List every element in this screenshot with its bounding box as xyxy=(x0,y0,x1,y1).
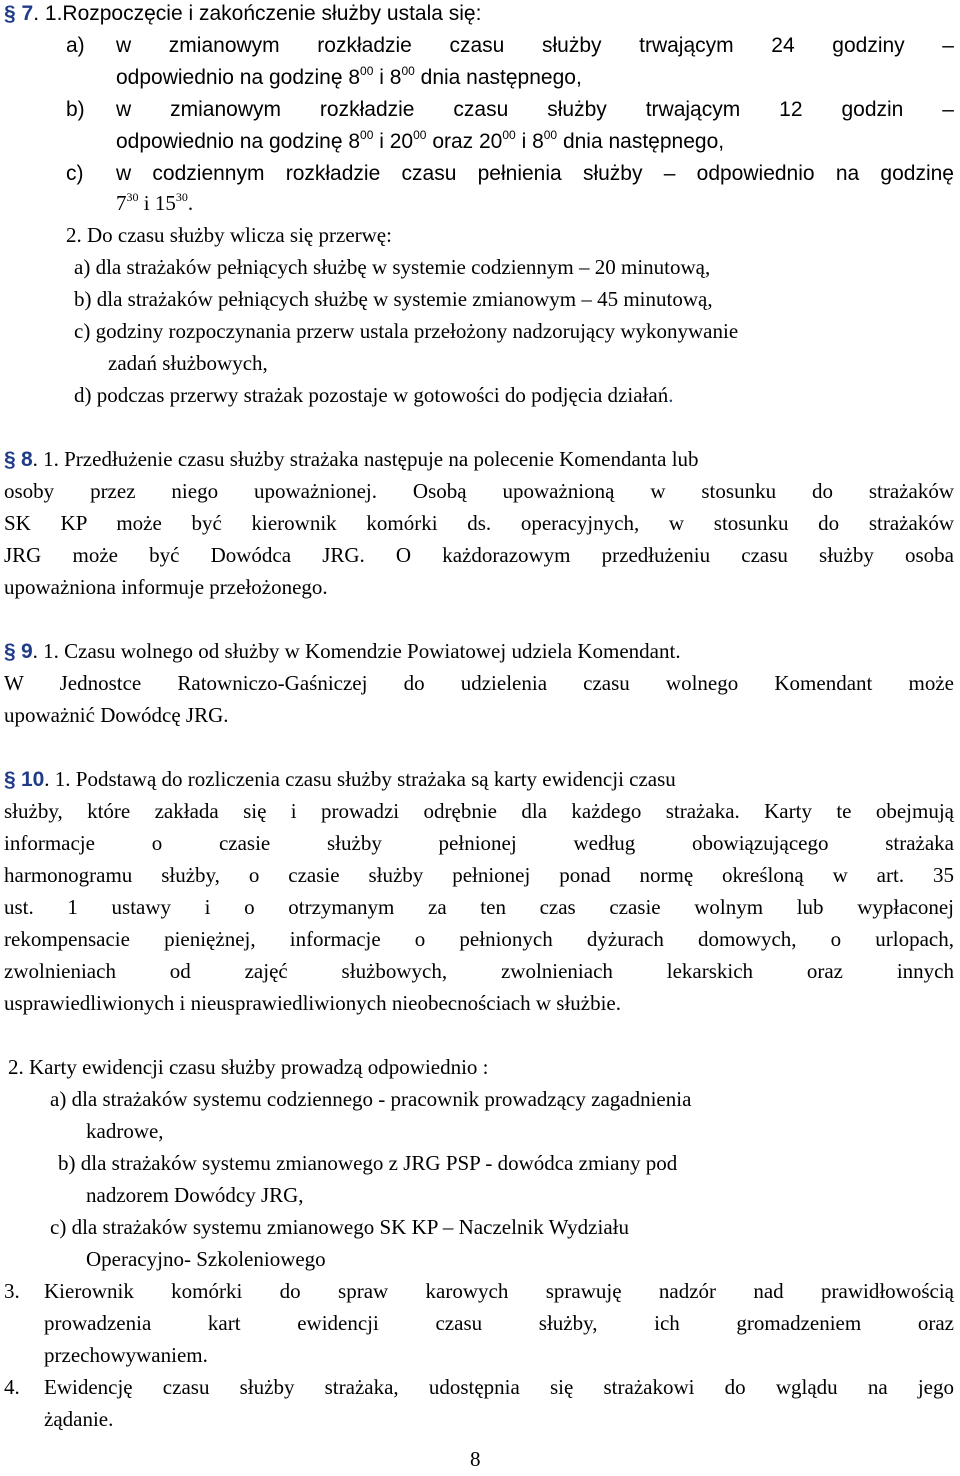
section-10-paragraph-2-heading: 2. Karty ewidencji czasu służby prowadzą odpowiednio : xyxy=(8,1055,489,1079)
section-10-line4: harmonogramu służby, o czasie służby pełnionej ponad normę określoną w art. 35 xyxy=(4,863,954,887)
paragraph-2-item-d: d) podczas przerwy strażak pozostaje w gotowości do podjęcia działań. xyxy=(74,383,674,407)
section-sign: § xyxy=(4,448,16,471)
list-item-b-line2: odpowiednio na godzinę $8^{00}$ i $20^{00}$ oraz $20^{00}$ i $8^{00}$ dnia następnego, xyxy=(116,128,725,153)
section-10-line8: usprawiedliwionych i nieusprawiedliwionych nieobecnościach w służbie. xyxy=(4,991,621,1015)
section-10-line1: § 10. 1. Podstawą do rozliczenia czasu służby strażaka są karty ewidencji czasu xyxy=(4,767,676,791)
list-item-c-line1: w codziennym rozkładzie czasu pełnienia służby – odpowiednio na godzinę xyxy=(116,162,954,185)
section-8-line5: upoważniona informuje przełożonego. xyxy=(4,575,328,599)
paragraph-2-item-c-line2: zadań służbowych, xyxy=(108,351,268,375)
section-10-line7: zwolnieniach od zajęć służbowych, zwolnieniach lekarskich oraz innych xyxy=(4,959,954,983)
section-10-item-c-line2: Operacyjno- Szkoleniowego xyxy=(86,1247,326,1271)
section-7-intro: . 1.Rozpoczęcie i zakończenie służby ustala się: xyxy=(33,2,482,25)
section-sign: § xyxy=(4,640,16,663)
section-10-point-3-line1: Kierownik komórki do spraw karowych sprawuję nadzór nad prawidłowością xyxy=(44,1279,954,1303)
list-item-a-line1: w zmianowym rozkładzie czasu służby trwającym 24 godziny – xyxy=(116,34,954,57)
section-number: 7 xyxy=(21,2,34,25)
list-marker: b) xyxy=(66,98,85,121)
section-10-line2: służby, które zakłada się i prowadzi odrębnie dla każdego strażaka. Karty te obejmują xyxy=(4,799,954,823)
list-item-a-line2: odpowiednio na godzinę $8^{00}$ i $8^{00}$ dnia następnego, xyxy=(116,64,582,89)
section-10-item-b-line1: b) dla strażaków systemu zmianowego z JRG PSP - dowódca zmiany pod xyxy=(58,1151,678,1175)
section-8-line2: osoby przez niego upoważnionej. Osobą upoważnioną w stosunku do strażaków xyxy=(4,479,954,503)
paragraph-2-heading: 2. Do czasu służby wlicza się przerwę: xyxy=(66,223,392,247)
section-10-line5: ust. 1 ustawy i o otrzymanym za ten czas czasie wolnym lub wypłaconej xyxy=(4,895,954,919)
section-10-point-4-line1: Ewidencję czasu służby strażaka, udostępnia się strażakowi do wglądu na jego xyxy=(44,1375,954,1399)
section-9-line2: W Jednostce Ratowniczo-Gaśniczej do udzielenia czasu wolnego Komendant może xyxy=(4,671,954,695)
section-number: 9 xyxy=(20,640,33,663)
paragraph-2-item-c-line1: c) godziny rozpoczynania przerw ustala przełożony nadzorujący wykonywanie xyxy=(74,319,739,343)
section-number: 10 xyxy=(20,768,45,791)
list-number: 4. xyxy=(4,1375,20,1399)
paragraph-2-item-a: a) dla strażaków pełniących służbę w systemie codziennym – 20 minutową, xyxy=(74,255,711,279)
section-number: 8 xyxy=(20,448,33,471)
section-sign: § xyxy=(4,768,16,791)
paragraph-2-item-b: b) dla strażaków pełniących służbę w systemie zmianowym – 45 minutową, xyxy=(74,287,713,311)
section-10-point-3-line2: prowadzenia kart ewidencji czasu służby, ich gromadzeniem oraz xyxy=(44,1311,954,1335)
section-sign: § xyxy=(4,2,16,25)
list-marker: a) xyxy=(66,34,85,57)
list-item-b-line1: w zmianowym rozkładzie czasu służby trwającym 12 godzin – xyxy=(116,98,954,121)
section-8-line4: JRG może być Dowódca JRG. O każdorazowym przedłużeniu czasu służby osoba xyxy=(4,543,954,567)
section-8-line1: § 8. 1. Przedłużenie czasu służby strażaka następuje na polecenie Komendanta lub xyxy=(4,447,699,471)
list-marker: c) xyxy=(66,162,84,185)
section-10-item-a-line2: kadrowe, xyxy=(86,1119,164,1143)
section-10-line3: informacje o czasie służby pełnionej według obowiązującego strażaka xyxy=(4,831,954,855)
section-9-line3: upoważnić Dowódcę JRG. xyxy=(4,703,229,727)
section-10-point-4-line2: żądanie. xyxy=(44,1407,114,1431)
section-10-line6: rekompensacie pieniężnej, informacje o pełnionych dyżurach domowych, o urlopach, xyxy=(4,927,954,951)
section-7-heading xyxy=(4,0,481,27)
section-9-line1: § 9. 1. Czasu wolnego od służby w Komendzie Powiatowej udziela Komendant. xyxy=(4,639,681,663)
page-number: 8 xyxy=(470,1447,481,1471)
section-8-line3: SK KP może być kierownik komórki ds. operacyjnych, w stosunku do strażaków xyxy=(4,511,954,535)
section-10-point-3-line3: przechowywaniem. xyxy=(44,1343,208,1367)
section-10-item-c-line1: c) dla strażaków systemu zmianowego SK KP – Naczelnik Wydziału xyxy=(50,1215,629,1239)
section-10-item-b-line2: nadzorem Dowódcy JRG, xyxy=(86,1183,304,1207)
list-item-c-line2: $7^{30}$ i $15^{30}$. xyxy=(116,190,194,215)
section-10-item-a-line1: a) dla strażaków systemu codziennego - pracownik prowadzący zagadnienia xyxy=(50,1087,692,1111)
list-number: 3. xyxy=(4,1279,20,1303)
